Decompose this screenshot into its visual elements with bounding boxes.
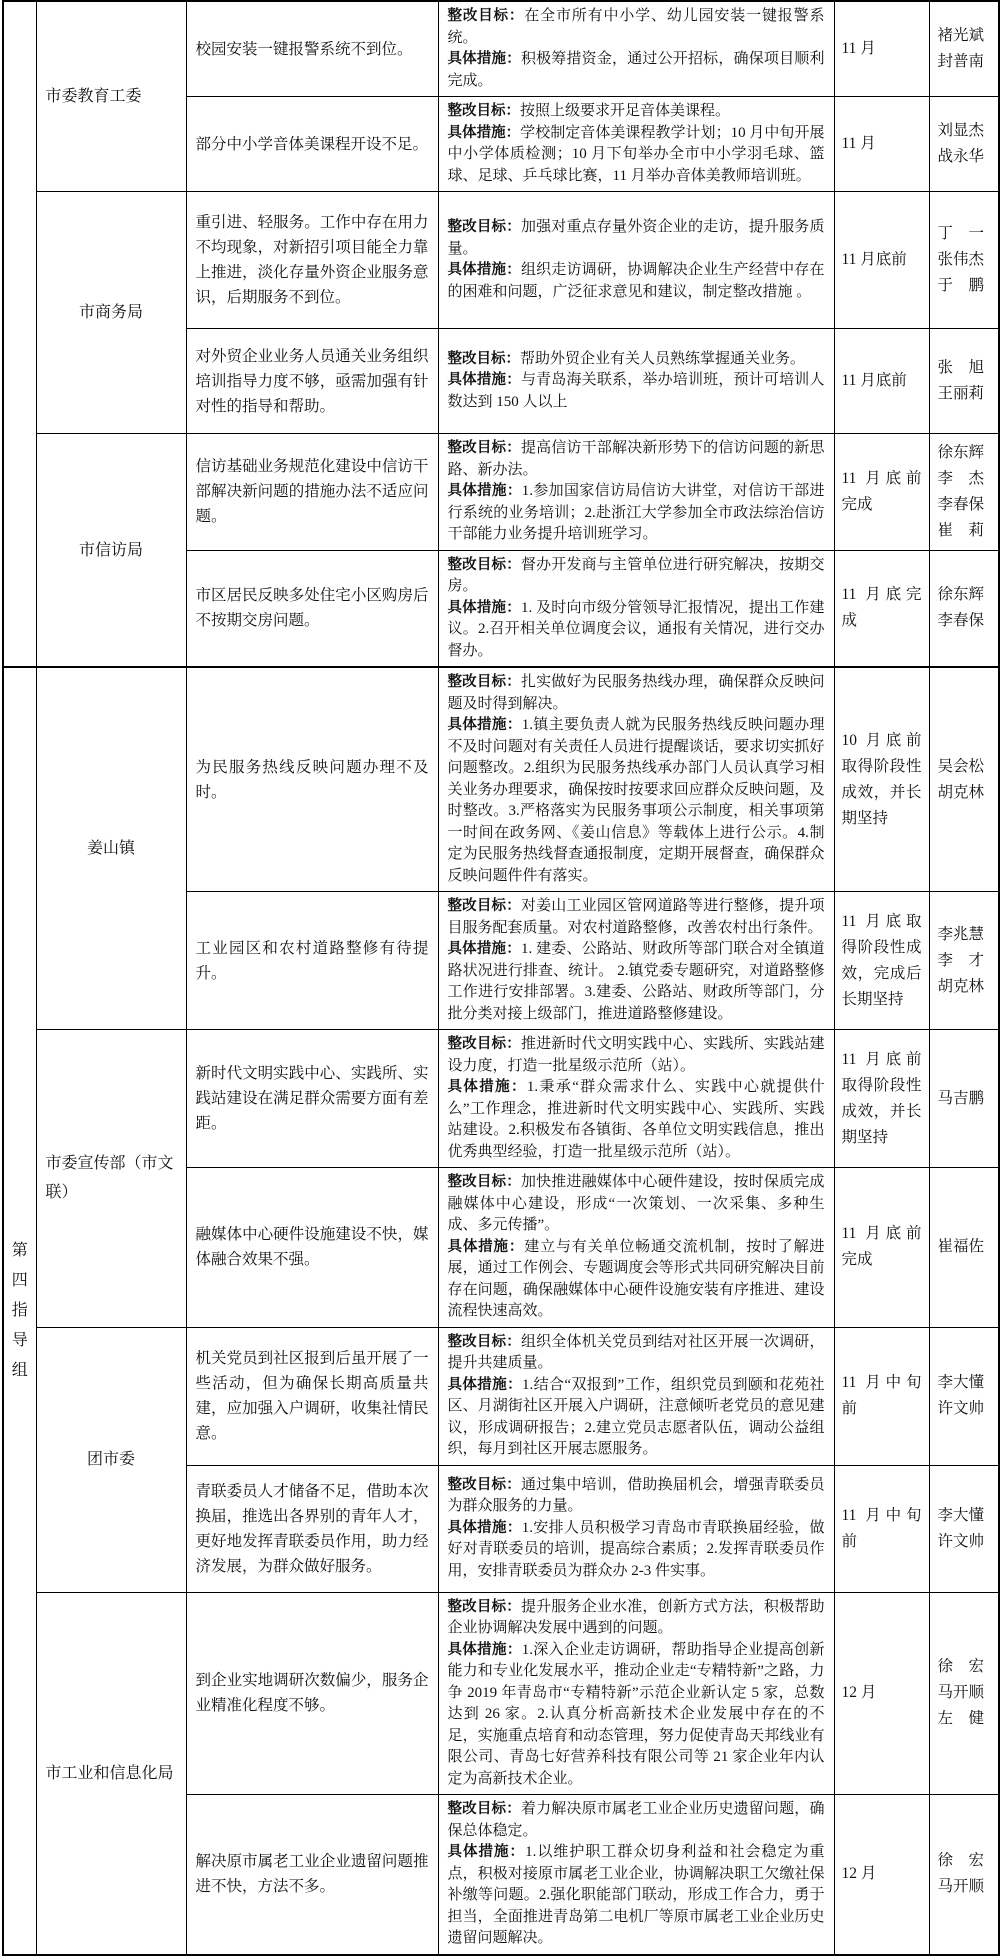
- persons-cell: [929, 1, 999, 97]
- table-row: [3, 1030, 999, 1168]
- person-name: 李春保: [937, 495, 985, 513]
- problem-text: 青联委员人才储备不足，借助本次换届，推选出各界别的青年人才，更好地发挥青联委员作用，助力经济发展，为群众做好服务。: [195, 1482, 429, 1575]
- person-name: 李大懂: [937, 1374, 985, 1391]
- person-name: 张伟杰: [937, 251, 985, 268]
- table-row: [3, 667, 999, 892]
- problem-text: 融媒体中心硬件设施建设不快，媒体融合效果不强。: [195, 1226, 429, 1269]
- deadline-cell: [834, 329, 929, 434]
- problem-cell: [186, 1327, 438, 1465]
- group-cell: [3, 667, 36, 1955]
- person-name: 战永华: [937, 148, 985, 165]
- measures-cell: [438, 192, 834, 329]
- rectification-table: [2, 0, 1000, 1956]
- problem-cell: [186, 434, 438, 551]
- problem-text: 市区居民反映多处住宅小区购房后不按期交房问题。: [195, 587, 429, 630]
- measures-label: 具体措施：: [447, 372, 521, 389]
- dept-cell: [36, 667, 186, 1030]
- person-name: 许文帅: [937, 1400, 985, 1417]
- person-name: 封普南: [937, 53, 985, 70]
- persons-cell: [929, 329, 999, 434]
- deadline-text: 11 月底取得阶段性成效，完成后长期坚持: [841, 912, 922, 1008]
- goal-text: 督办开发商与主管单位进行研究解决，按期交房。: [447, 556, 825, 594]
- measures-cell: [438, 97, 834, 192]
- dept-name: 市委宣传部（市文联）: [45, 1155, 174, 1202]
- problem-cell: [186, 329, 438, 434]
- persons-cell: [929, 1168, 999, 1328]
- goal-label: 整改目标：: [447, 1598, 521, 1615]
- deadline-cell: [834, 1592, 929, 1795]
- deadline-text: 11 月底前: [841, 372, 907, 389]
- person-name: 李春保: [937, 612, 985, 630]
- measures-line: [448, 1518, 825, 1583]
- group-name: 第四指导组: [11, 1241, 28, 1379]
- goal-text: 着力解决原市属老工业企业历史遗留问题，确保总体稳定。: [447, 1801, 825, 1839]
- person-name: 王丽莉: [937, 385, 985, 402]
- deadline-cell: [834, 550, 929, 667]
- goal-label: 整改目标：: [447, 1174, 521, 1190]
- deadline-text: 10 月底前取得阶段性成效，并长期坚持: [841, 731, 922, 827]
- table-row: [3, 1, 999, 97]
- deadline-text: 11 月中旬前: [841, 1374, 922, 1417]
- measures-text: 1. 建委、公路站、财政所等部门联合对全镇道路状况进行排查、统计。 2.镇党委专题研究，对道路整修工作进行安排部署。3.建委、公路站、财政所等部门，分批分类对接上级部门，推进道路整修建设。: [447, 941, 825, 1022]
- goal-text: 加强对重点存量外资企业的走访，提升服务质量。: [447, 219, 825, 257]
- measures-line: [448, 1237, 825, 1323]
- measures-label: 具体措施：: [447, 51, 521, 67]
- person-name: 李 杰: [937, 469, 985, 487]
- measures-text: 1.镇主要负责人就为民服务热线反映问题办理不及时问题对有关责任人员进行提醒谈话，要求切实抓好问题整改。2.组织为民服务热线承办部门人员认真学习相关业务办理要求，确保按时按要求回应群众反映问题，及时整改。3.严格落实为民服务事项公示制度，相关事项第一时间在政务网、《姜山信息》等载体上进行公示。4.制定为民服务热线督查通报制度，定期开展督查，确保群众反映问题件件有落实。: [447, 717, 825, 884]
- measures-label: 具体措施：: [447, 483, 522, 499]
- person-name: 胡克林: [937, 977, 985, 995]
- measures-text: 1.秉承“群众需求什么、实践中心就提供什么”工作理念，推进新时代文明实践中心、实践所、实践站建设。2.积极发布各镇街、各单位文明实践信息，推出优秀典型经验，打造一批星级示范所（站）。: [447, 1079, 825, 1160]
- goal-text: 在全市所有中小学、幼儿园安装一键报警系统。: [447, 8, 825, 46]
- problem-cell: [186, 667, 438, 892]
- measures-text: 1.结合“双报到”工作，组织党员到颐和花苑社区、月湖街社区开展入户调研，注意倾听老党员的意见建议，形成调研报告；2.建立党员志愿者队伍，调动公益组织，每月到社区开展志愿服务。: [447, 1376, 825, 1457]
- person-name: 马开顺: [937, 1878, 985, 1896]
- deadline-cell: [834, 1327, 929, 1465]
- problem-text: 工业园区和农村道路整修有待提升。: [195, 939, 429, 982]
- goal-label: 整改目标：: [447, 898, 521, 914]
- table-row: [3, 192, 999, 329]
- person-name: 崔 莉: [937, 521, 985, 539]
- measures-label: 具体措施：: [447, 1079, 527, 1095]
- goal-line: [448, 1799, 825, 1842]
- measures-text: 学校制定音体美课程教学计划；10 月中旬开展中小学体质检测；10 月下旬举办全市中小学羽毛球、篮球、足球、乒乓球比赛，11 月举办音体美教师培训班。: [447, 124, 825, 184]
- person-name: 徐 宏: [937, 1658, 985, 1676]
- goal-label: 整改目标：: [447, 556, 521, 573]
- deadline-text: 12 月: [841, 1865, 877, 1883]
- measures-line: [448, 598, 825, 663]
- goal-text: 扎实做好为民服务热线办理，确保群众反映问题及时得到解决。: [447, 674, 825, 712]
- problem-cell: [186, 97, 438, 192]
- measures-line: [448, 1842, 825, 1950]
- persons-cell: [929, 1327, 999, 1465]
- problem-text: 重引进、轻服务。工作中存在用力不均现象，对新招引项目能全力靠上推进，淡化存量外资企业服务意识，后期服务不到位。: [195, 214, 429, 306]
- goal-label: 整改目标：: [447, 219, 521, 235]
- deadline-text: 11 月底前完成: [841, 469, 922, 513]
- deadline-text: 11 月: [841, 40, 876, 57]
- person-name: 崔福佐: [937, 1238, 985, 1256]
- persons-cell: [929, 192, 999, 329]
- goal-text: 提升服务企业水准，创新方式方法，积极帮助企业协调解决发展中遇到的问题。: [447, 1598, 825, 1636]
- problem-text: 部分中小学音体美课程开设不足。: [195, 135, 429, 153]
- table-row: [3, 1592, 999, 1795]
- measures-label: 具体措施：: [447, 941, 521, 957]
- measures-text: 1.深入企业走访调研，帮助指导企业提高创新能力和专业化发展水平，推动企业走“专精特新”之路，力争 2019 年青岛市“专精特新”示范企业新认定 5 家，总数达到 26 家。2.认真分析高新技术企业发展中存在的不足，实施重点培育和动态管理，努力促使青岛天邦线业有限公司、青岛七好营养科技有限公司等 21 家企业年内认定为高新技术企业。: [447, 1641, 825, 1787]
- person-name: 李 才: [937, 951, 985, 969]
- measures-cell: [438, 1327, 834, 1465]
- goal-line: [448, 438, 825, 481]
- goal-line: [448, 1172, 825, 1237]
- goal-label: 整改目标：: [447, 1801, 521, 1817]
- problem-cell: [186, 892, 438, 1030]
- deadline-cell: [834, 1795, 929, 1955]
- dept-cell: [36, 1327, 186, 1592]
- measures-label: 具体措施：: [447, 1844, 526, 1860]
- goal-line: [448, 1034, 825, 1077]
- deadline-text: 11 月底前取得阶段性成效，并长期坚持: [841, 1050, 922, 1146]
- goal-line: [448, 555, 825, 598]
- deadline-text: 12 月: [841, 1684, 877, 1702]
- measures-text: 1.安排人员积极学习青岛市青联换届经验，做好对青联委员的培训，提高综合素质；2.发挥青联委员作用，安排青联委员为群众办 2-3 件实事。: [447, 1519, 825, 1579]
- goal-line: [448, 6, 825, 49]
- problem-cell: [186, 192, 438, 329]
- measures-line: [448, 260, 825, 303]
- deadline-text: 11 月中旬前: [841, 1506, 922, 1550]
- measures-cell: [438, 1168, 834, 1328]
- problem-text: 解决原市属老工业企业遗留问题推进不快，方法不多。: [195, 1853, 429, 1896]
- measures-cell: [438, 329, 834, 434]
- deadline-text: 11 月底前: [841, 251, 907, 268]
- deadline-cell: [834, 667, 929, 892]
- person-name: 马吉鹏: [937, 1089, 985, 1107]
- deadline-cell: [834, 1, 929, 97]
- measures-cell: [438, 1, 834, 97]
- measures-label: 具体措施：: [447, 1641, 522, 1658]
- person-name: 胡克林: [937, 783, 985, 801]
- goal-text: 对姜山工业园区管网道路等进行整修，提升项目服务配套质量。对农村道路整修，改善农村出行条件。: [447, 898, 825, 936]
- goal-label: 整改目标：: [447, 1476, 521, 1493]
- measures-cell: [438, 434, 834, 551]
- measures-line: [448, 370, 825, 413]
- goal-line: [448, 1475, 825, 1518]
- problem-text: 新时代文明实践中心、实践所、实践站建设在满足群众需要方面有差距。: [195, 1065, 429, 1132]
- measures-cell: [438, 1465, 834, 1592]
- measures-cell: [438, 667, 834, 892]
- measures-line: [448, 939, 825, 1025]
- measures-line: [448, 49, 825, 92]
- problem-text: 校园安装一键报警系统不到位。: [195, 40, 413, 58]
- dept-cell: [36, 1030, 186, 1328]
- goal-text: 组织全体机关党员到结对社区开展一次调研，提升共建质量。: [447, 1333, 825, 1371]
- dept-name: 市信访局: [78, 541, 143, 559]
- goal-label: 整改目标：: [447, 1036, 521, 1052]
- measures-line: [448, 715, 825, 887]
- problem-text: 为民服务热线反映问题办理不及时。: [195, 758, 429, 801]
- problem-cell: [186, 1168, 438, 1328]
- goal-line: [448, 1597, 825, 1640]
- measures-label: 具体措施：: [447, 717, 522, 733]
- measures-label: 具体措施：: [447, 1238, 525, 1255]
- table-row: [3, 1327, 999, 1465]
- person-name: 于 鹏: [937, 277, 985, 294]
- measures-cell: [438, 1592, 834, 1795]
- measures-label: 具体措施：: [447, 124, 521, 141]
- goal-line: [448, 349, 825, 371]
- dept-name: 团市委: [86, 1451, 135, 1468]
- group-cell-empty: [3, 1, 36, 667]
- goal-line: [448, 672, 825, 715]
- person-name: 徐东辉: [937, 443, 985, 461]
- dept-name: 市工业和信息化局: [45, 1764, 174, 1782]
- deadline-cell: [834, 1030, 929, 1168]
- measures-cell: [438, 892, 834, 1030]
- measures-label: 具体措施：: [447, 1519, 522, 1536]
- person-name: 马开顺: [937, 1684, 985, 1702]
- persons-cell: [929, 1592, 999, 1795]
- person-name: 左 健: [937, 1710, 985, 1728]
- person-name: 徐东辉: [937, 586, 985, 604]
- goal-text: 帮助外贸企业有关人员熟练掌握通关业务。: [520, 350, 806, 367]
- measures-text: 与青岛海关联系，举办培训班，预计可培训人数达到 150 人以上: [447, 372, 825, 410]
- problem-text: 信访基础业务规范化建设中信访干部解决新问题的措施办法不适应问题。: [195, 458, 429, 526]
- deadline-cell: [834, 97, 929, 192]
- deadline-cell: [834, 434, 929, 551]
- person-name: 褚光斌: [937, 27, 985, 44]
- measures-cell: [438, 550, 834, 667]
- deadline-cell: [834, 892, 929, 1030]
- dept-name: 市商务局: [78, 304, 143, 321]
- problem-text: 对外贸企业业务人员通关业务组织培训指导力度不够，亟需加强有针对性的指导和帮助。: [195, 347, 429, 415]
- problem-cell: [186, 1592, 438, 1795]
- goal-label: 整改目标：: [447, 103, 520, 119]
- goal-label: 整改目标：: [447, 8, 525, 24]
- goal-label: 整改目标：: [447, 440, 521, 456]
- person-name: 吴会松: [937, 757, 985, 775]
- goal-line: [448, 896, 825, 939]
- measures-text: 1.参加国家信访局信访大讲堂，对信访干部进行系统的业务培训；2.赴浙江大学参加全市政法综治信访干部能力业务提升培训班学习。: [447, 483, 825, 542]
- deadline-cell: [834, 1168, 929, 1328]
- persons-cell: [929, 1030, 999, 1168]
- deadline-cell: [834, 1465, 929, 1592]
- measures-line: [448, 481, 825, 546]
- measures-text: 建立与有关单位畅通交流机制，按时了解进展，通过工作例会、专题调度会等形式共同研究解决目前存在问题，确保融媒体中心硬件设施安装有序推进、建设流程快速高效。: [447, 1238, 825, 1319]
- person-name: 李大懂: [937, 1506, 985, 1524]
- goal-line: [448, 217, 825, 260]
- goal-text: 通过集中培训，借助换届机会，增强青联委员为群众服务的力量。: [447, 1476, 825, 1515]
- person-name: 李兆慧: [937, 925, 985, 943]
- measures-line: [448, 1077, 825, 1163]
- person-name: 刘显杰: [937, 122, 985, 139]
- deadline-cell: [834, 192, 929, 329]
- goal-text: 加快推进融媒体中心硬件建设，按时保质完成融媒体中心建设，形成“一次策划、一次采集、多种生成、多元传播”。: [447, 1174, 825, 1233]
- measures-cell: [438, 1795, 834, 1955]
- persons-cell: [929, 667, 999, 892]
- person-name: 张 旭: [937, 359, 985, 376]
- problem-text: 到企业实地调研次数偏少，服务企业精准化程度不够。: [195, 1672, 429, 1715]
- measures-line: [448, 1640, 825, 1791]
- person-name: 丁 一: [937, 225, 985, 242]
- dept-cell: [36, 1, 186, 192]
- goal-label: 整改目标：: [447, 350, 520, 367]
- goal-line: [448, 101, 825, 123]
- goal-text: 按照上级要求开足音体美课程。: [520, 103, 731, 119]
- problem-cell: [186, 550, 438, 667]
- measures-label: 具体措施：: [447, 262, 521, 278]
- goal-text: 提高信访干部解决新形势下的信访问题的新思路、新办法。: [447, 440, 825, 478]
- person-name: 许文帅: [937, 1532, 985, 1550]
- goal-label: 整改目标：: [447, 1333, 521, 1350]
- measures-text: 组织走访调研，协调解决企业生产经营中存在的困难和问题，广泛征求意见和建议，制定整改措施 。: [447, 262, 825, 300]
- measures-text: 1.以维护职工群众切身利益和社会稳定为重点，积极对接原市属老工业企业，协调解决职工欠缴社保补缴等问题。2.强化职能部门联动，形成工作合力，勇于担当，全面推进青岛第二电机厂等原市属老工业企业历史遗留问题解决。: [447, 1844, 825, 1946]
- problem-cell: [186, 1030, 438, 1168]
- persons-cell: [929, 97, 999, 192]
- persons-cell: [929, 892, 999, 1030]
- persons-cell: [929, 550, 999, 667]
- deadline-text: 11 月底完成: [841, 586, 922, 630]
- problem-cell: [186, 1, 438, 97]
- goal-label: 整改目标：: [447, 674, 521, 690]
- table-row: [3, 434, 999, 551]
- dept-cell: [36, 434, 186, 668]
- measures-label: 具体措施：: [447, 599, 521, 616]
- goal-text: 推进新时代文明实践中心、实践所、实践站建设力度，打造一批星级示范所（站）。: [447, 1036, 825, 1074]
- problem-text: 机关党员到社区报到后虽开展了一些活动，但为确保长期高质量共建，应加强入户调研，收集社情民意。: [195, 1350, 429, 1442]
- measures-text: 1. 及时向市级分管领导汇报情况，提出工作建议。2.召开相关单位调度会议，通报有关情况，进行交办督办。: [447, 599, 825, 659]
- measures-line: [448, 1375, 825, 1461]
- goal-line: [448, 1332, 825, 1375]
- deadline-text: 11 月: [841, 135, 876, 152]
- persons-cell: [929, 434, 999, 551]
- dept-name: 市委教育工委: [45, 88, 142, 105]
- problem-cell: [186, 1465, 438, 1592]
- dept-cell: [36, 1592, 186, 1955]
- measures-line: [448, 123, 825, 188]
- persons-cell: [929, 1465, 999, 1592]
- problem-cell: [186, 1795, 438, 1955]
- measures-text: 积极筹措资金，通过公开招标，确保项目顺利完成。: [447, 51, 825, 89]
- person-name: 徐 宏: [937, 1852, 985, 1870]
- deadline-text: 11 月底前完成: [841, 1225, 922, 1269]
- persons-cell: [929, 1795, 999, 1955]
- measures-cell: [438, 1030, 834, 1168]
- dept-cell: [36, 192, 186, 434]
- dept-name: 姜山镇: [86, 840, 135, 857]
- measures-label: 具体措施：: [447, 1376, 522, 1393]
